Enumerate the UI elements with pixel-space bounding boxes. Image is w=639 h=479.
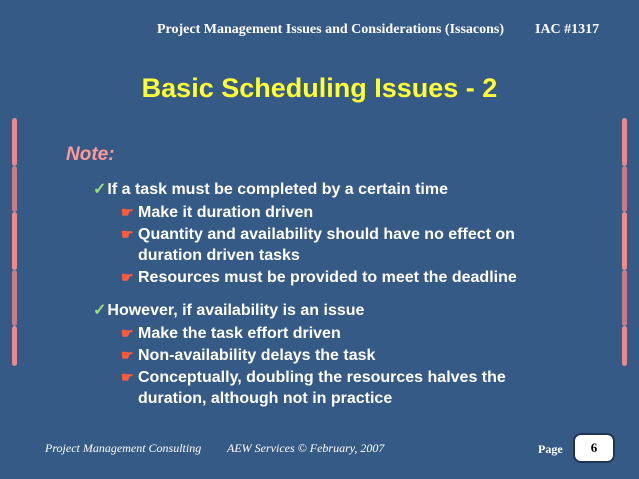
right-accent-bar	[622, 118, 627, 166]
sub-bullet-text: Make the task effort driven	[138, 325, 341, 342]
sub-bullet-text: Resources must be provided to meet the deadline	[138, 269, 517, 286]
pointing-hand-icon: ☛	[121, 269, 134, 285]
pointing-hand-icon: ☛	[121, 369, 134, 385]
bullet-item	[93, 300, 364, 322]
left-accent-bar	[12, 118, 17, 166]
right-accent-bar	[622, 326, 627, 366]
left-accent-bar	[12, 212, 17, 270]
sub-bullet-item	[121, 224, 515, 245]
sub-bullet-item	[121, 202, 313, 223]
pointing-hand-icon: ☛	[121, 226, 134, 242]
sub-bullet-text: Quantity and availability should have no effect on	[138, 226, 515, 243]
header-title: Project Management Issues and Considerations (Issacons)	[157, 22, 505, 37]
sub-bullet-text: Conceptually, doubling the resources halves the	[138, 369, 506, 386]
left-accent-bar	[12, 326, 17, 366]
bullet-item	[93, 179, 448, 201]
note-label: Note:	[66, 144, 115, 165]
right-accent-bar	[622, 166, 627, 212]
checkmark-icon: ✓	[93, 302, 107, 319]
sub-bullet-text: duration, although not in practice	[138, 390, 393, 407]
sub-bullet-continuation	[121, 388, 392, 409]
footer-copyright: AEW Services © February, 2007	[227, 441, 385, 455]
footer-company: Project Management Consulting	[45, 441, 202, 455]
sub-bullet-item	[121, 367, 506, 388]
sub-bullet-item	[121, 323, 341, 344]
sub-bullet-item	[121, 267, 517, 288]
pointing-hand-icon: ☛	[121, 325, 134, 341]
bullet-text: If a task must be completed by a certain time	[107, 181, 448, 198]
slide-title: Basic Scheduling Issues - 2	[141, 73, 498, 103]
left-accent-bar	[12, 270, 17, 326]
sub-bullet-text: Make it duration driven	[138, 204, 314, 221]
left-accent-bar	[12, 166, 17, 212]
sub-bullet-continuation	[121, 245, 300, 266]
header-id: IAC #1317	[535, 22, 600, 37]
checkmark-icon: ✓	[93, 181, 107, 198]
bullet-text: However, if availability is an issue	[107, 302, 365, 319]
sub-bullet-text: Non-availability delays the task	[138, 347, 376, 364]
right-accent-bar	[622, 270, 627, 326]
pointing-hand-icon: ☛	[121, 347, 134, 363]
page-number: 6	[573, 433, 615, 463]
footer-page-label: Page	[538, 442, 563, 456]
sub-bullet-item	[121, 345, 375, 366]
right-accent-bar	[622, 212, 627, 270]
sub-bullet-text: duration driven tasks	[138, 247, 300, 264]
pointing-hand-icon: ☛	[121, 204, 134, 220]
